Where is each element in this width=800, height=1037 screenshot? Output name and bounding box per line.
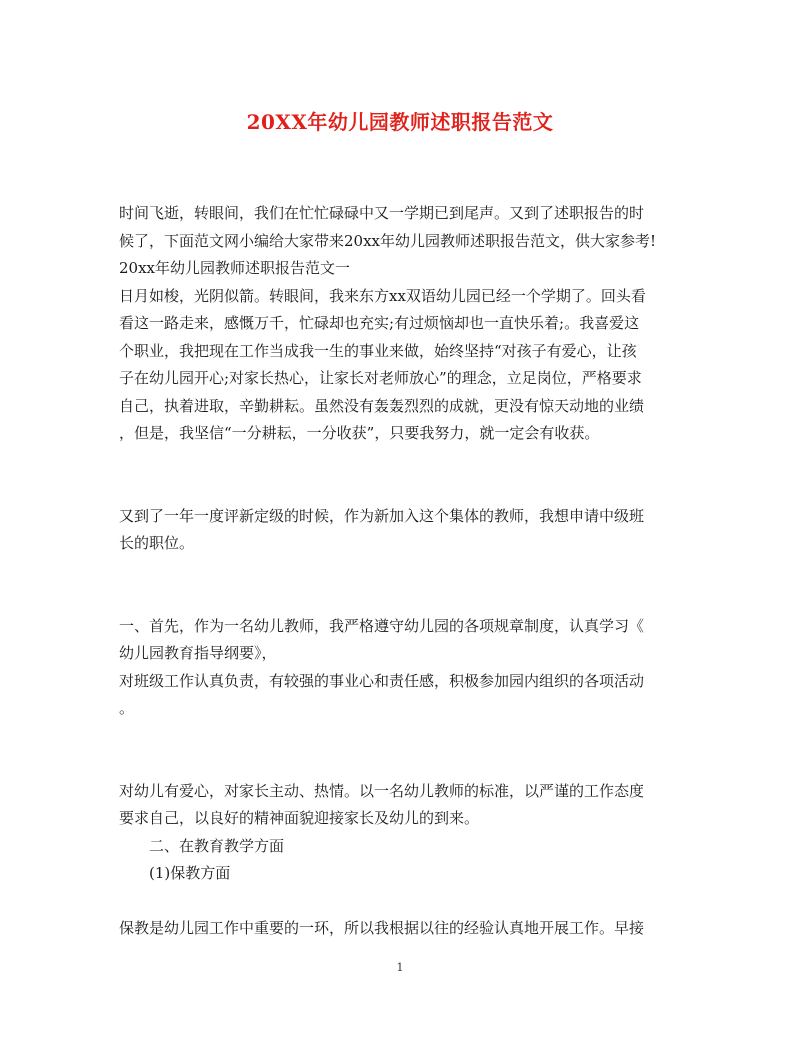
paragraph-gap [119,888,685,916]
body-line: ，但是，我坚信“一分耕耘，一分收获”，只要我努力，就一定会有收获。 [119,424,600,442]
body-line: 个职业，我把现在工作当成我一生的事业来做，始终坚持“对孩子有爱心，让孩 [119,341,637,360]
body-line: 保教是幼儿园工作中重要的一环，所以我根据以往的经验认真地开展工作。早接 [119,919,645,937]
body-line: 日月如梭，光阴似箭。转眼间，我来东方xx双语幼儿园已经一个学期了。回头看 [119,286,646,305]
section-heading: 二、在教育教学方面 [149,836,285,855]
body-line: 要求自己，以良好的精神面貌迎接家长及幼儿的到来。 [119,809,480,827]
body-line: 一、首先，作为一名幼儿教师，我严格遵守幼儿园的各项规章制度，认真学习《 [119,616,645,635]
paragraph-gap [119,585,685,613]
body-line: 时间飞逝，转眼间，我们在忙忙碌碌中又一学期已到尾声。又到了述职报告的时 [119,204,645,222]
paragraph-gap [119,448,685,476]
paragraph-gap [119,750,685,778]
body-line: 20xx年幼儿园教师述职报告范文一 [119,259,351,277]
body-line: 。 [119,699,135,717]
document-title: 20XX年幼儿园教师述职报告范文 [246,110,554,134]
body-line: 看这一路走来，感慨万千，忙碌却也充实;有过烦恼却也一直快乐着;。我喜爱这 [119,314,640,332]
paragraph-gap [119,558,685,586]
body-line: 幼儿园教育指导纲要》， [119,644,277,662]
body-line: 对班级工作认真负责，有较强的事业心和责任感，积极参加园内组织的各项活动 [119,671,645,690]
paragraph-gap [119,723,685,751]
body-line: 对幼儿有爱心，对家长主动、热情。以一名幼儿教师的标准，以严谨的工作态度 [119,781,645,800]
body-line: 自己，执着进取，辛勤耕耘。虽然没有轰轰烈烈的成就，更没有惊天动地的业绩 [119,396,645,415]
body-line: 候了，下面范文网小编给大家带来20xx年幼儿园教师述职报告范文，供大家参考! [119,231,657,250]
paragraph-gap [119,475,685,503]
body-line: 又到了一年一度评新定级的时候，作为新加入这个集体的教师，我想申请中级班 [119,506,645,525]
body-line: 长的职位。 [119,534,195,552]
page-number: 1 [396,961,404,974]
body-line: 子在幼儿园开心;对家长热心，让家长对老师放心”的理念，立足岗位，严格要求 [119,369,642,387]
document-body [119,200,685,943]
subsection-heading: (1)保教方面 [149,864,231,882]
